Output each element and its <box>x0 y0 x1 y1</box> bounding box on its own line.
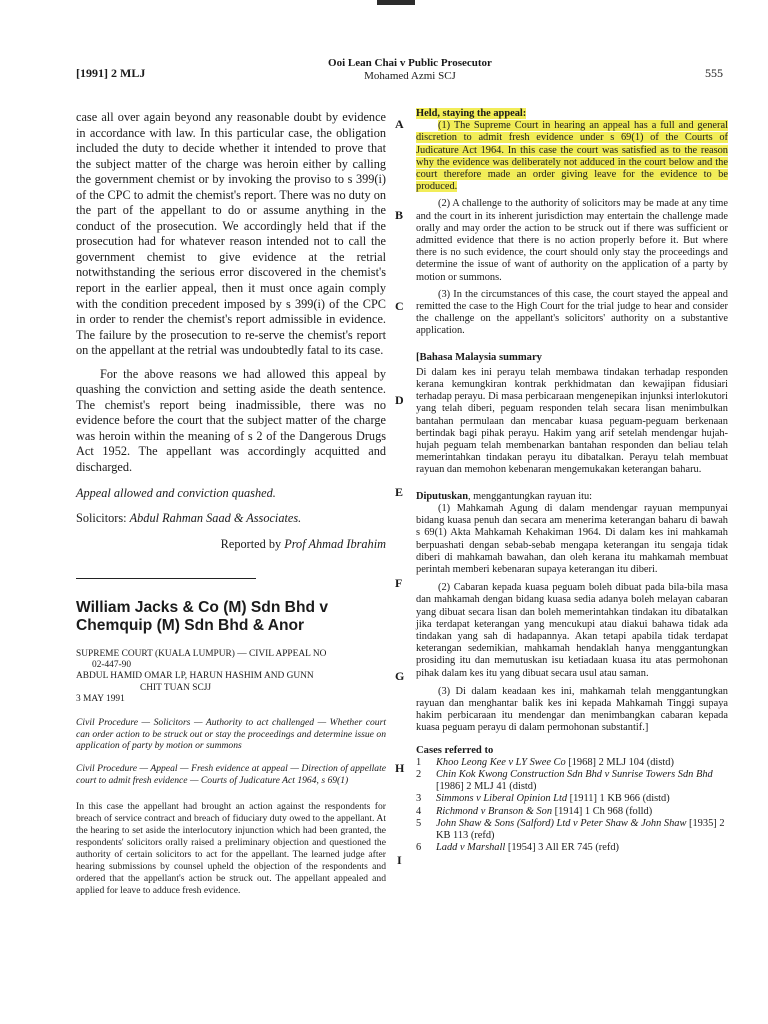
held-heading <box>416 108 728 120</box>
court-name: SUPREME COURT (KUALA LUMPUR) — CIVIL APPEAL NO <box>76 648 327 659</box>
case-reference-item <box>416 793 728 805</box>
case-reference-number: 6 <box>416 842 422 854</box>
running-header-judge: Mohamed Azmi SCJ <box>364 70 456 82</box>
reported-by-line <box>76 537 386 552</box>
section-divider <box>76 578 256 579</box>
case-reference-name: John Shaw & Sons (Salford) Ltd v Peter Shaw & John Shaw <box>436 817 687 829</box>
case-title <box>76 599 386 635</box>
case-reference-number: 3 <box>416 793 422 805</box>
appeal-number: 02-447-90 <box>92 660 132 671</box>
case-title-line-2: Chemquip (M) Sdn Bhd & Anor <box>76 616 305 634</box>
report-citation: [1991] 2 MLJ <box>76 66 146 80</box>
catchwords-1: Civil Procedure — Solicitors — Authority to act challenged — Whether court can order action to be struck out or stay the proceedings and determine issue on application of party by motion or summons <box>76 716 386 752</box>
running-header-title: Ooi Lean Chai v Public Prosecutor <box>328 57 492 69</box>
decision-date: 3 MAY 1991 <box>76 694 125 705</box>
case-reference-name: Ladd v Marshall <box>436 842 506 854</box>
held-point-3: (3) In the circumstances of this case, the court stayed the appeal and remitted the case to the High Court for the trial judge to hear and consider the challenge on the appellant's solicitors' authority on a substantive application. <box>416 288 728 337</box>
court-details <box>76 649 386 706</box>
diputuskan-point-3: (3) Di dalam keadaan kes ini, mahkamah telah menggantungkan rayuan dan menghantar balik kes ini kepada Mahkamah Tinggi supaya hakim perbicaraan itu mendengar dan menimbangkan cabaran kepada kuasa peguam perayu di dalam permohonan substantif.] <box>416 685 728 734</box>
reporter-name: Prof Ahmad Ibrahim <box>284 536 386 551</box>
case-facts: In this case the appellant had brought an action against the respondents for breach of service contract and breach of fiduciary duty owed to the appellant. At the hearing to set aside the interlocutory injunction which had been granted, the respondents' solicitors orally raised a preliminary objection and questioned the authority of certain solicitors to act for the appellant. The learned judge after hearing submissions by counsel upheld the objection of the respondents and ordered that the appellant's action be struck out. The appellant appealed and applied for leave to adduce fresh evidence. <box>76 800 386 896</box>
diputuskan-label: Diputuskan <box>416 490 468 502</box>
case-reference-number: 4 <box>416 805 422 817</box>
cases-referred-heading: Cases referred to <box>416 744 494 756</box>
case-reference-citation: [1954] 3 All ER 745 (refd) <box>505 842 619 854</box>
right-column <box>416 108 728 854</box>
held-point-2: (2) A challenge to the authority of solicitors may be made at any time and the court in its inherent jurisdiction may entertain the challenge made orally and may order the action to be struck out if there was sufficient or admitted evidence that there is no action properly before it. But where there is no such evidence, the court should only stay the proceedings and determine the issue of want of authority on the application of a party by motion or summons. <box>416 198 728 283</box>
bm-summary-heading: [Bahasa Malaysia summary <box>416 351 542 363</box>
case-reference-item <box>416 769 728 793</box>
margin-letter-e: E <box>395 485 404 499</box>
catchwords-2: Civil Procedure — Appeal — Fresh evidence at appeal — Direction of appellate court to admit fresh evidence — Courts of Judicature Act 1964, s 69(1) <box>76 763 386 786</box>
case-reference-citation: [1986] 2 MLJ 41 (distd) <box>436 781 537 793</box>
judgment-paragraph-1: case all over again beyond any reasonable doubt by evidence in accordance with law. In this particular case, the obligation included the duty to decide whether it intended to prove that the subject matter of the charge was heroin either by calling the government chemist or by invoking the proviso to s 399(i) of the CPC to admit the chemist's report. There was no duty on the part of the appellant to do or assume anything in the conduct of the prosecution. We accordingly held that if the prosecution had for whatever reason intended not to call the government chemist to give evidence at the retrial notwithstanding the serious error discovered in the chemist's report in the earlier appeal, then it must once again comply with the condition precedent imposed by s 399(i) of the CPC in order to render the chemist's report admissible in evidence. The failure by the prosecution to re-serve the chemist's report on the appellant at the retrial was undoubtedly fatal to its case. <box>76 110 386 358</box>
bm-summary: Di dalam kes ini perayu telah membawa tindakan terhadap responden kerana kemungkiran kontrak perkhidmatan dan kewajipan fidusiari terhadap perayu. Di masa perbicaraan mengenepikan injunksi interlokutori yang telah diberi, peguam responden telah secara lisan menimbulkan bantahan permulaan dan mencabar kuasa peguam-peguam berkenaan bertindak bagi pihak perayu. Hakim yang arif setelah mendengar hujah-hujah peguam telah membenarkan bantahan responden dan beliau telah memerintahkan tindakan perayu itu dibatalkan. Perayu telah membuat rayuan dan memohon kebenaran mengemukakan keterangan baharu. <box>416 366 728 476</box>
reported-by-label: Reported by <box>220 536 285 551</box>
cases-referred-list <box>416 757 728 855</box>
case-reference-item <box>416 806 728 818</box>
case-reference-name: Khoo Leong Kee v LY Swee Co <box>436 756 566 768</box>
judgment-paragraph-2: For the above reasons we had allowed this appeal by quashing the conviction and setting aside the death sentence. The chemist's report being inadmissible, there was no evidence before the court that the subject matter of the charge was heroin within the meaning of s 2 of the Dangerous Drugs Act 1952. The appellant was accordingly acquitted and discharged. <box>76 366 386 475</box>
case-reference-item <box>416 842 728 854</box>
diputuskan-heading <box>416 491 728 503</box>
margin-letter-d: D <box>395 393 404 407</box>
bench-judges-cont: CHIT TUAN SCJJ <box>140 682 212 693</box>
case-reference-name: Richmond v Branson & Son <box>436 805 553 817</box>
case-reference-number: 2 <box>416 768 422 780</box>
case-reference-item <box>416 818 728 842</box>
case-reference-number: 1 <box>416 756 422 768</box>
case-reference-name: Simmons v Liberal Opinion Ltd <box>436 793 568 805</box>
case-reference-citation: [1914] 1 Ch 968 (folld) <box>552 805 653 817</box>
bench-judges: ABDUL HAMID OMAR LP, HARUN HASHIM AND GUNN <box>76 671 314 682</box>
margin-letter-b: B <box>395 208 404 222</box>
case-reference-number: 5 <box>416 817 422 829</box>
margin-letter-i: I <box>397 853 402 867</box>
diputuskan-rest: , menggantungkan rayuan itu: <box>467 490 593 502</box>
case-reference-item <box>416 757 728 769</box>
case-reference-citation: [1911] 1 KB 966 (distd) <box>567 793 670 805</box>
diputuskan-point-1: (1) Mahkamah Agung di dalam mendengar rayuan mempunyai bidang kuasa penuh dan secara am menerima keterangan baharu di bawah s 69(1) Akta Mahkamah Kehakiman 1964. Di dalam kes ini mahkamah berpuashati dengan sebab-sebab mengapa keterangan itu sengaja tidak diberi di mahkamah bawahan, dan oleh kerana itu mahkamah membuat perintah memberi kebenaran supaya keterangan itu diberi. <box>416 502 728 575</box>
page-number: 555 <box>705 66 723 80</box>
case-reference-citation: [1935] 2 KB 113 (refd) <box>436 817 725 841</box>
margin-letter-f: F <box>395 576 403 590</box>
margin-letter-g: G <box>395 669 405 683</box>
margin-letter-h: H <box>395 761 405 775</box>
held-label: Held, staying the appeal: <box>416 108 527 119</box>
left-column <box>76 110 386 897</box>
solicitors-name: Abdul Rahman Saad & Associates. <box>129 511 302 526</box>
case-reference-name: Chin Kok Kwong Construction Sdn Bhd v Sunrise Towers Sdn Bhd <box>436 768 713 780</box>
page-top-mark <box>377 0 415 5</box>
outcome-line: Appeal allowed and conviction quashed. <box>76 485 276 500</box>
held-point-1-text: (1) The Supreme Court in hearing an appeal has a full and general discretion to admit fresh evidence under s 69(1) of the Courts of Judicature Act 1964. In this case the court was satisfied as to the reason why the evidence was deliberately not adduced in the court below and the court therefore made an order giving leave for the evidence to be produced. <box>416 120 728 193</box>
case-title-line-1: William Jacks & Co (M) Sdn Bhd v <box>76 598 328 616</box>
solicitors-line <box>76 511 386 527</box>
solicitors-label: Solicitors: <box>76 511 130 526</box>
diputuskan-point-2: (2) Cabaran kepada kuasa peguam boleh dibuat pada bila-bila masa dan mahkamah dengan bidang kuasa sedia adanya boleh melayan cabaran yang dibuat secara lisan dan boleh memerintahkan tindakan itu dibatalkan jika terdapat keterangan yang mencukupi atau diakui bahawa tidak ada tindakan yang sah di hadapannya. Akan tetapi apabila tidak terdapat keterangan sedemikian, mahkamah hendaklah hanya menggantungkan prosiding itu dan memutuskan isu ketiadaan kuasa itu atas permohonan pihak dalam kes itu yang dibuat secara usul atau saman. <box>416 582 728 679</box>
held-point-1 <box>416 120 728 193</box>
margin-letter-a: A <box>395 117 404 131</box>
margin-letter-c: C <box>395 299 404 313</box>
case-reference-citation: [1968] 2 MLJ 104 (distd) <box>565 756 674 768</box>
running-header <box>280 57 540 83</box>
